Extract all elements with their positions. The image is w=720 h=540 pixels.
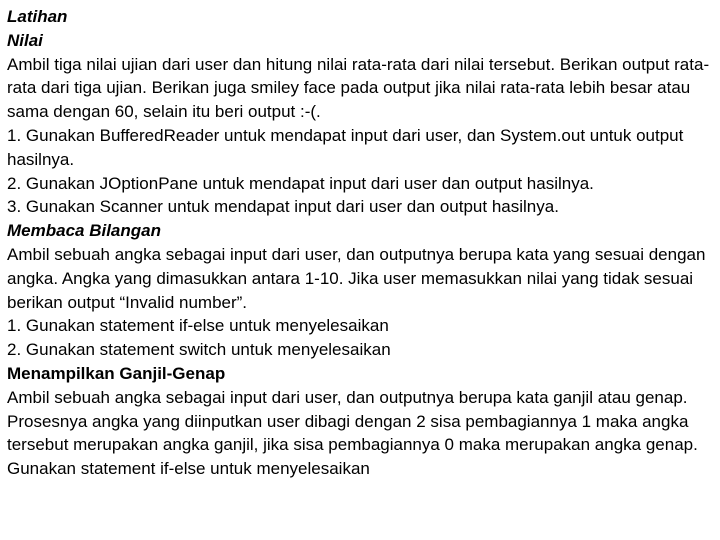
section-membaca-bilangan bbox=[7, 219, 715, 362]
section-description: Ambil sebuah angka sebagai input dari user, dan outputnya berupa kata yang sesuai dengan angka. Angka yang dimasukkan antara 1-10. Jika user memasukkan nilai yang tidak sesuai berikan output “Invalid number”. bbox=[7, 244, 706, 312]
section-title-latihan: Latihan bbox=[7, 7, 68, 26]
section-title: Membaca Bilangan bbox=[7, 221, 161, 241]
document-body bbox=[7, 5, 715, 481]
list-item: 2. Gunakan JOptionPane untuk mendapat input dari user dan output hasilnya. bbox=[7, 173, 594, 193]
list-item: 3. Gunakan Scanner untuk mendapat input dari user dan output hasilnya. bbox=[7, 197, 559, 217]
list-item: 2. Gunakan statement switch untuk menyelesaikan bbox=[7, 340, 391, 360]
section-description: Ambil tiga nilai ujian dari user dan hitung nilai rata-rata dari nilai tersebut. Berikan output rata-rata dari tiga ujian. Berikan juga smiley face pada output jika nilai rata-rata lebih besar atau sama dengan 60, selain itu beri output :-(. bbox=[7, 54, 710, 122]
section-description: Ambil sebuah angka sebagai input dari user, dan outputnya berupa kata ganjil atau genap. Prosesnya angka yang diinputkan user dibagi dengan 2 sisa pembagiannya 1 maka angka tersebut merupakan angka ganjil, jika sisa pembagiannya 0 maka merupakan angka genap. Gunakan statement if-else untuk menyelesaikan bbox=[7, 387, 698, 479]
section-ganjil-genap bbox=[7, 362, 715, 481]
section-latihan-nilai bbox=[7, 5, 715, 219]
list-item: 1. Gunakan BufferedReader untuk mendapat input dari user, dan System.out untuk output hasilnya. bbox=[7, 125, 684, 169]
section-title: Menampilkan Ganjil-Genap bbox=[7, 363, 226, 383]
list-item: 1. Gunakan statement if-else untuk menyelesaikan bbox=[7, 316, 389, 336]
section-title-nilai: Nilai bbox=[7, 30, 43, 50]
